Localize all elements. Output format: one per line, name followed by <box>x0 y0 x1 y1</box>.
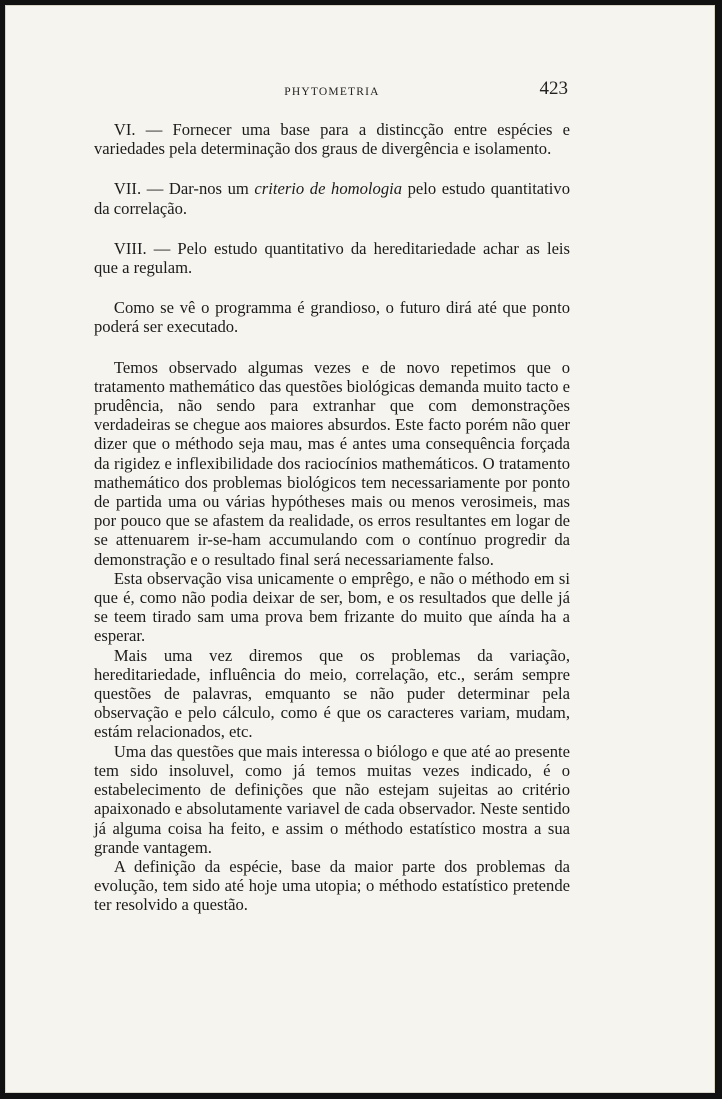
list-item-vi-text: VI. — Fornecer uma base para a distincção entre espécies e variedades pela determinação dos graus de divergência e isolamento. <box>94 120 570 159</box>
running-head: PHYTOMETRIA <box>284 86 380 98</box>
paragraph-especie: A definição da espécie, base da maior parte dos problemas da evolução, tem sido até hoje uma utopia; o méthodo estatístico pretende ter resolvido a questão. <box>94 856 570 915</box>
page-header <box>96 78 568 102</box>
list-item-vii-italic: criterio de homologia <box>254 179 403 199</box>
paragraph-variacao: Mais uma vez diremos que os problemas da variação, hereditariedade, influência do meio, correlação, etc., serám sempre questões de palavras, emquanto se não puder determinar pela observação e pelo cálculo, como é que os caracteres variam, mudam, estám relacionados, etc. <box>94 645 570 742</box>
paragraph-observacao: Esta observação visa unicamente o emprêgo, e não o méthodo em si que é, como não podia deixar de ser, bom, e os resultados que delle já se teem tirado sam uma prova bem frizante do muito que aínda ha a esperar. <box>94 568 570 646</box>
paragraph-tratamento: Temos observado algumas vezes e de novo repetimos que o tratamento mathemático das questões biológicas demanda muito tacto e prudência, não sendo para extranhar que com demonstrações verdadeiras se chegue aos maiores absurdos. Este facto porém não quer dizer que o méthodo seja mau, mas é antes uma consequência forçada da rigidez e inflexibilidade dos raciocínios mathemáticos. O tratamento mathemático dos problemas biológicos tem necessariamente por ponto de partida uma ou várias hypótheses mais ou menos verosimeis, mas por pouco que se afastem da realidade, os erros resultantes em logar de se attenuarem ir-se-ham accumulando com o contínuo progredir da demonstração e o resultado final será necessariamente falso. <box>94 357 570 569</box>
list-item-vii-after: pelo estudo quantitativo da correlação. <box>94 179 570 218</box>
list-item-vi <box>94 120 570 158</box>
page-number: 423 <box>539 78 568 99</box>
paragraph-programma: Como se vê o programma é grandioso, o futuro dirá até que ponto poderá ser executado. <box>94 298 570 337</box>
paragraph-definicoes: Uma das questões que mais interessa o biólogo e que até ao presente tem sido insoluvel, como já temos muitas vezes indicado, é o estabelecimento de definições que não estejam sujeitas ao critério apaixonado e absolutamente variavel de cada observador. Neste sentido já alguma coisa ha feito, e assim o méthodo estatístico mostra a sua grande vantagem. <box>94 741 570 857</box>
list-item-viii <box>94 239 570 277</box>
book-page <box>5 5 715 1093</box>
page-body <box>94 120 570 915</box>
list-item-vii <box>94 179 570 217</box>
list-item-viii-text: VIII. — Pelo estudo quantitativo da hereditariedade achar as leis que a regulam. <box>94 238 570 278</box>
list-item-vii-before: VII. — Dar-nos um <box>113 179 255 199</box>
